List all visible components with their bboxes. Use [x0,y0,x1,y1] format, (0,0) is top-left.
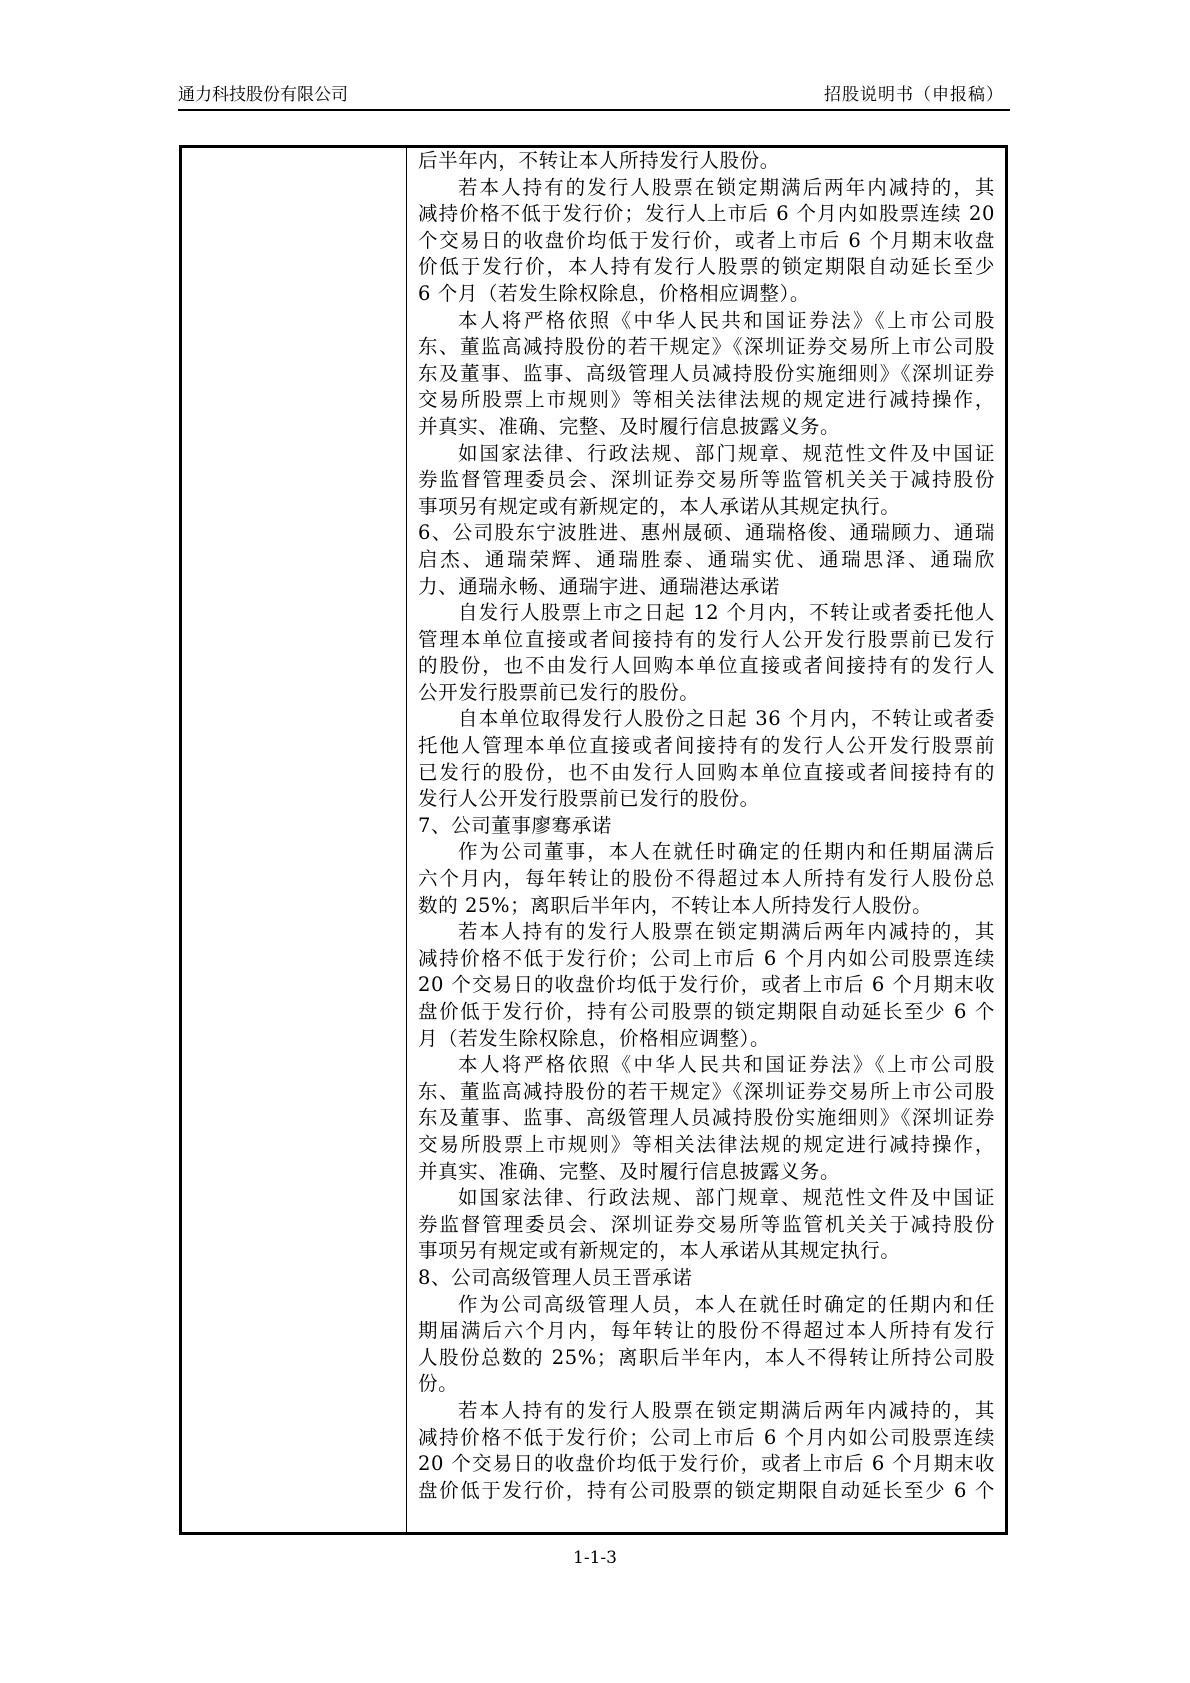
table-left-cell [182,148,407,1532]
text-line: 自发行人股票上市之日起 12 个月内，不转让或者委托他人 [458,601,995,625]
text-line: 并真实、准确、完整、及时履行信息披露义务。 [418,414,841,438]
header-company-name: 通力科技股份有限公司 [178,85,348,105]
text-line: 减持价格不低于发行价；公司上市后 6 个月内如公司股票连续 [418,946,995,970]
table-right-cell [408,148,1005,1532]
text-line: 事项另有规定或有新规定的，本人承诺从其规定执行。 [418,1239,901,1263]
text-line: 本人将严格依照《中华人民共和国证券法》《上市公司股 [458,1053,995,1077]
text-line: 若本人持有的发行人股票在锁定期满后两年内减持的，其 [458,175,995,199]
text-line: 作为公司高级管理人员，本人在就任时确定的任期内和任 [458,1292,995,1316]
text-line: 自本单位取得发行人股份之日起 36 个月内，不转让或者委 [458,707,995,731]
text-line: 券监督管理委员会、深圳证券交易所等监管机关关于减持股份 [418,468,995,492]
text-line: 作为公司董事，本人在就任时确定的任期内和任期届满后 [458,840,995,864]
text-line: 减持价格不低于发行价；发行人上市后 6 个月内如股票连续 20 [418,202,995,226]
text-line: 交易所股票上市规则》等相关法律法规的规定进行减持操作， [418,388,995,412]
text-line: 启杰、通瑞荣辉、通瑞胜泰、通瑞实优、通瑞思泽、通瑞欣 [418,547,995,571]
page-number: 1-1-3 [573,1548,617,1568]
text-line: 盘价低于发行价，持有公司股票的锁定期限自动延长至少 6 个 [418,1000,995,1023]
text-line: 8、公司高级管理人员王晋承诺 [418,1265,693,1289]
text-line: 7、公司董事廖骞承诺 [418,813,612,837]
text-line: 数的 25%；离职后半年内，不转让本人所持发行人股份。 [418,893,933,917]
text-line: 公开发行股票前已发行的股份。 [418,680,700,704]
text-line: 六个月内，每年转让的股份不得超过本人所持有发行人股份总 [418,867,995,891]
text-line: 本人将严格依照《中华人民共和国证券法》《上市公司股 [458,308,995,332]
text-line: 盘价低于发行价，持有公司股票的锁定期限自动延长至少 6 个 [418,1478,995,1502]
text-line: 人股份总数的 25%；离职后半年内，本人不得转让所持公司股 [418,1345,995,1369]
text-line: 如国家法律、行政法规、部门规章、规范性文件及中国证 [458,441,995,465]
text-line: 事项另有规定或有新规定的，本人承诺从其规定执行。 [418,494,901,518]
text-line: 月（若发生除权除息，价格相应调整）。 [418,1026,771,1050]
text-line: 价低于发行价，本人持有发行人股票的锁定期限自动延长至少 [418,255,995,279]
text-line: 东、董监高减持股份的若干规定》《深圳证券交易所上市公司股 [418,1079,995,1103]
text-line: 托他人管理本单位直接或者间接持有的发行人公开发行股票前 [418,734,995,758]
text-line: 减持价格不低于发行价；公司上市后 6 个月内如公司股票连续 [418,1425,995,1449]
text-line: 后半年内，不转让本人所持发行人股份。 [418,149,780,172]
text-line: 已发行的股份，也不由发行人回购本单位直接或者间接持有的 [418,760,995,784]
text-line: 如国家法律、行政法规、部门规章、规范性文件及中国证 [458,1186,995,1210]
text-line: 东、董监高减持股份的若干规定》《深圳证券交易所上市公司股 [418,335,995,359]
text-line: 东及董事、监事、高级管理人员减持股份实施细则》《深圳证券 [418,361,995,385]
text-line: 20 个交易日的收盘价均低于发行价，或者上市后 6 个月期末收 [418,973,995,997]
text-line: 期届满后六个月内，每年转让的股份不得超过本人所持有发行 [418,1319,995,1343]
text-line: 交易所股票上市规则》等相关法律法规的规定进行减持操作， [418,1132,995,1156]
text-line: 发行人公开发行股票前已发行的股份。 [418,787,760,811]
text-line: 若本人持有的发行人股票在锁定期满后两年内减持的，其 [458,1398,995,1422]
text-line: 东及董事、监事、高级管理人员减持股份实施细则》《深圳证券 [418,1106,995,1130]
commitment-table [179,145,1008,1535]
text-line: 管理本单位直接或者间接持有的发行人公开发行股票前已发行 [418,627,995,651]
header-divider [178,109,1010,111]
text-line: 6 个月（若发生除权除息，价格相应调整）。 [418,281,810,305]
text-line: 份。 [418,1372,459,1396]
text-line: 力、通瑞永畅、通瑞宇进、通瑞港达承诺 [418,574,780,598]
text-line: 并真实、准确、完整、及时履行信息披露义务。 [418,1159,841,1183]
text-line: 20 个交易日的收盘价均低于发行价，或者上市后 6 个月期末收 [418,1452,995,1476]
text-line: 6、公司股东宁波胜进、惠州晟硕、通瑞格俊、通瑞顾力、通瑞 [418,521,995,545]
text-line: 的股份，也不由发行人回购本单位直接或者间接持有的发行人 [418,654,995,678]
text-line: 券监督管理委员会、深圳证券交易所等监管机关关于减持股份 [418,1212,995,1236]
text-line: 若本人持有的发行人股票在锁定期满后两年内减持的，其 [458,920,995,944]
header-document-type: 招股说明书（申报稿） [824,85,1004,105]
text-line: 个交易日的收盘价均低于发行价，或者上市后 6 个月期末收盘 [418,228,995,252]
